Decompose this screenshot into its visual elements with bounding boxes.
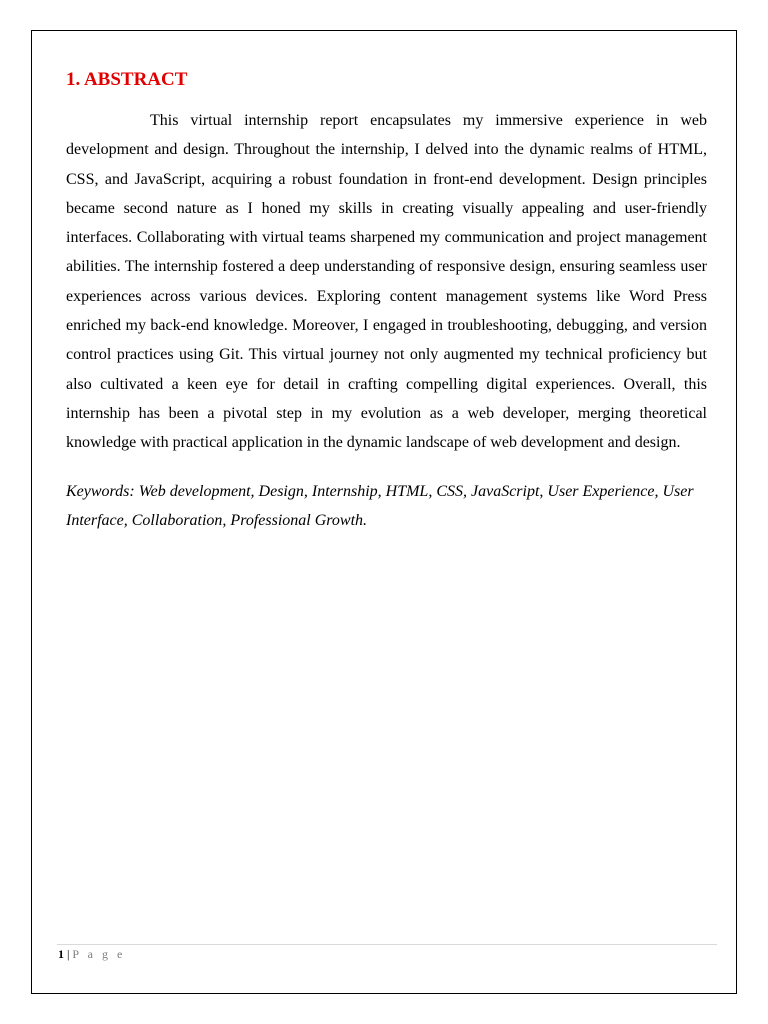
page-footer [58, 946, 125, 962]
section-heading: 1. ABSTRACT [66, 69, 188, 90]
page-label: P a g e [72, 947, 126, 961]
document-content [66, 67, 707, 535]
abstract-paragraph: This virtual internship report encapsulates my immersive experience in web development and design. Throughout the internship, I delved into the dynamic realms of HTML, CSS, and JavaScript, acquiring a robust foundation in front-end development. Design principles became second nature as I honed my skills in creating visually appealing and user-friendly interfaces. Collaborating with virtual teams sharpened my communication and project management abilities. The internship fostered a deep understanding of responsive design, ensuring seamless user experiences across various devices. Exploring content management systems like Word Press enriched my back-end knowledge. Moreover, I engaged in troubleshooting, debugging, and version control practices using Git. This virtual journey not only augmented my technical proficiency but also cultivated a keen eye for detail in crafting compelling digital experiences. Overall, this internship has been a pivotal step in my evolution as a web developer, merging theoretical knowledge with practical application in the dynamic landscape of web development and design. [66, 112, 707, 452]
footer-separator: | [67, 947, 70, 961]
page-number: 1 [58, 947, 64, 961]
footer-divider [57, 944, 717, 945]
keywords-paragraph: Keywords: Web development, Design, Internship, HTML, CSS, JavaScript, User Experience, User Interface, Collaboration, Professional Growth. [66, 482, 694, 529]
